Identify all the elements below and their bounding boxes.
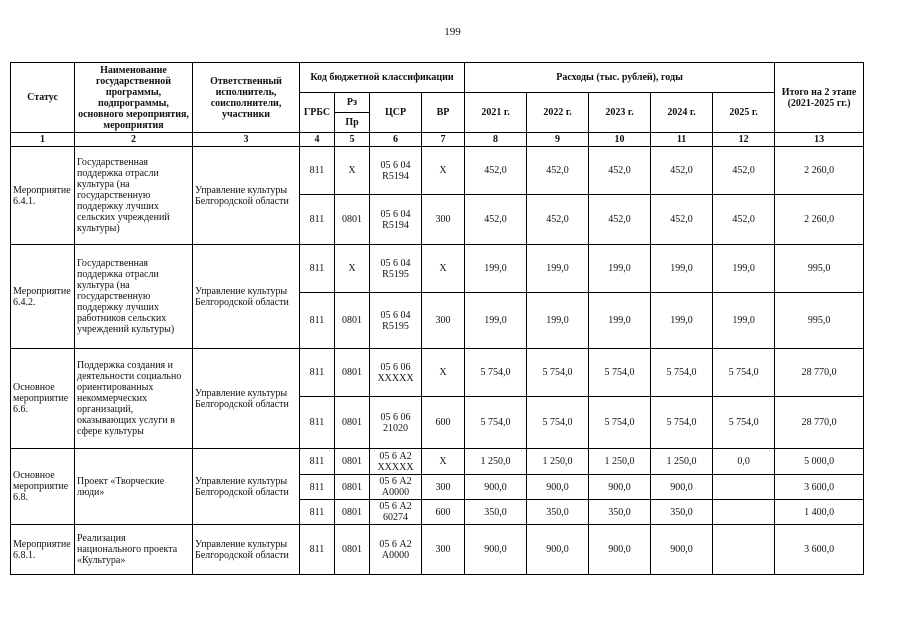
cell-vr: 300 xyxy=(422,525,465,575)
cell-2025: 199,0 xyxy=(713,293,775,349)
column-number: 2 xyxy=(75,133,193,147)
column-number: 7 xyxy=(422,133,465,147)
cell-2023: 452,0 xyxy=(589,147,651,195)
column-number: 13 xyxy=(775,133,864,147)
cell-total: 2 260,0 xyxy=(775,195,864,245)
header-year-2024: 2024 г. xyxy=(651,93,713,133)
cell-vr: Х xyxy=(422,449,465,475)
header-expenses: Расходы (тыс. рублей), годы xyxy=(465,63,775,93)
cell-2022: 5 754,0 xyxy=(527,397,589,449)
header-executor: Ответственный исполнитель, соисполнители, участники xyxy=(193,63,300,133)
cell-2021: 900,0 xyxy=(465,525,527,575)
row-executor: Управление культуры Белгородской области xyxy=(193,349,300,449)
cell-total: 28 770,0 xyxy=(775,349,864,397)
cell-2021: 452,0 xyxy=(465,195,527,245)
column-number: 9 xyxy=(527,133,589,147)
cell-total: 1 400,0 xyxy=(775,500,864,525)
cell-csr: 05 6 04 R5195 xyxy=(370,293,422,349)
cell-2021: 199,0 xyxy=(465,293,527,349)
row-status: Мероприятие 6.4.2. xyxy=(11,245,75,349)
header-rz: Рз xyxy=(335,93,370,113)
cell-grbs: 811 xyxy=(300,245,335,293)
cell-2025: 5 754,0 xyxy=(713,349,775,397)
cell-2022: 452,0 xyxy=(527,147,589,195)
cell-vr: Х xyxy=(422,245,465,293)
cell-vr: 300 xyxy=(422,195,465,245)
table-row xyxy=(11,525,864,575)
header-pr: Пр xyxy=(335,113,370,133)
cell-2022: 1 250,0 xyxy=(527,449,589,475)
cell-rzpr: Х xyxy=(335,245,370,293)
cell-total: 3 600,0 xyxy=(775,475,864,500)
row-status: Основное мероприятие 6.8. xyxy=(11,449,75,525)
cell-csr: 05 6 А2 А0000 xyxy=(370,525,422,575)
cell-2024: 452,0 xyxy=(651,147,713,195)
cell-csr: 05 6 А2 ХХХХХ xyxy=(370,449,422,475)
table-row xyxy=(11,245,864,293)
cell-csr: 05 6 А2 60274 xyxy=(370,500,422,525)
cell-grbs: 811 xyxy=(300,525,335,575)
cell-rzpr: 0801 xyxy=(335,525,370,575)
header-year-2021: 2021 г. xyxy=(465,93,527,133)
cell-rzpr: 0801 xyxy=(335,449,370,475)
column-number: 5 xyxy=(335,133,370,147)
row-status: Мероприятие 6.4.1. xyxy=(11,147,75,245)
cell-2022: 900,0 xyxy=(527,525,589,575)
cell-2024: 5 754,0 xyxy=(651,349,713,397)
column-number: 3 xyxy=(193,133,300,147)
cell-2023: 900,0 xyxy=(589,525,651,575)
column-number: 8 xyxy=(465,133,527,147)
cell-2024: 199,0 xyxy=(651,245,713,293)
table-row xyxy=(11,349,864,397)
cell-2024: 1 250,0 xyxy=(651,449,713,475)
cell-total: 3 600,0 xyxy=(775,525,864,575)
cell-2021: 5 754,0 xyxy=(465,397,527,449)
column-number: 10 xyxy=(589,133,651,147)
cell-2025: 452,0 xyxy=(713,147,775,195)
row-name: Реализация национального проекта «Культура» xyxy=(75,525,193,575)
cell-csr: 05 6 04 R5194 xyxy=(370,147,422,195)
cell-vr: 600 xyxy=(422,397,465,449)
cell-2024: 350,0 xyxy=(651,500,713,525)
cell-2021: 350,0 xyxy=(465,500,527,525)
row-name: Проект «Творческие люди» xyxy=(75,449,193,525)
cell-2023: 1 250,0 xyxy=(589,449,651,475)
cell-2024: 900,0 xyxy=(651,475,713,500)
cell-2023: 350,0 xyxy=(589,500,651,525)
cell-2021: 900,0 xyxy=(465,475,527,500)
column-number: 12 xyxy=(713,133,775,147)
table-row xyxy=(11,147,864,195)
cell-2025: 452,0 xyxy=(713,195,775,245)
header-csr: ЦСР xyxy=(370,93,422,133)
column-number: 1 xyxy=(11,133,75,147)
header-status: Статус xyxy=(11,63,75,133)
column-number: 11 xyxy=(651,133,713,147)
cell-rzpr: 0801 xyxy=(335,397,370,449)
cell-2024: 5 754,0 xyxy=(651,397,713,449)
column-number: 4 xyxy=(300,133,335,147)
cell-2023: 5 754,0 xyxy=(589,349,651,397)
cell-2022: 5 754,0 xyxy=(527,349,589,397)
cell-2023: 199,0 xyxy=(589,245,651,293)
cell-rzpr: 0801 xyxy=(335,293,370,349)
cell-vr: 600 xyxy=(422,500,465,525)
row-executor: Управление культуры Белгородской области xyxy=(193,147,300,245)
table-row xyxy=(11,449,864,475)
cell-2024: 900,0 xyxy=(651,525,713,575)
cell-2021: 1 250,0 xyxy=(465,449,527,475)
cell-2025: 5 754,0 xyxy=(713,397,775,449)
cell-grbs: 811 xyxy=(300,500,335,525)
cell-2025 xyxy=(713,500,775,525)
cell-csr: 05 6 04 R5195 xyxy=(370,245,422,293)
cell-grbs: 811 xyxy=(300,349,335,397)
cell-2022: 900,0 xyxy=(527,475,589,500)
row-executor: Управление культуры Белгородской области xyxy=(193,449,300,525)
header-name: Наименование государственной программы, подпрограммы, основного мероприятия, мероприятия xyxy=(75,63,193,133)
cell-2023: 5 754,0 xyxy=(589,397,651,449)
cell-csr: 05 6 06 ХХХХХ xyxy=(370,349,422,397)
cell-2021: 452,0 xyxy=(465,147,527,195)
cell-2023: 900,0 xyxy=(589,475,651,500)
row-executor: Управление культуры Белгородской области xyxy=(193,245,300,349)
cell-vr: 300 xyxy=(422,475,465,500)
row-name: Поддержка создания и деятельности социально ориентированных некоммерческих организаций, оказывающих услуги в сфере культуры xyxy=(75,349,193,449)
cell-2023: 199,0 xyxy=(589,293,651,349)
cell-grbs: 811 xyxy=(300,475,335,500)
header-year-2022: 2022 г. xyxy=(527,93,589,133)
cell-2023: 452,0 xyxy=(589,195,651,245)
header-vr: ВР xyxy=(422,93,465,133)
header-year-2023: 2023 г. xyxy=(589,93,651,133)
budget-table xyxy=(10,62,864,575)
cell-2024: 199,0 xyxy=(651,293,713,349)
cell-csr: 05 6 04 R5194 xyxy=(370,195,422,245)
cell-2022: 199,0 xyxy=(527,245,589,293)
header-total: Итого на 2 этапе (2021-2025 гг.) xyxy=(775,63,864,133)
header-year-2025: 2025 г. xyxy=(713,93,775,133)
cell-total: 28 770,0 xyxy=(775,397,864,449)
cell-2025: 0,0 xyxy=(713,449,775,475)
cell-grbs: 811 xyxy=(300,147,335,195)
cell-vr: Х xyxy=(422,147,465,195)
cell-2021: 199,0 xyxy=(465,245,527,293)
cell-total: 5 000,0 xyxy=(775,449,864,475)
page-number: 199 xyxy=(444,26,461,38)
cell-2022: 452,0 xyxy=(527,195,589,245)
cell-grbs: 811 xyxy=(300,293,335,349)
cell-vr: Х xyxy=(422,349,465,397)
cell-grbs: 811 xyxy=(300,449,335,475)
cell-grbs: 811 xyxy=(300,195,335,245)
cell-csr: 05 6 А2 А0000 xyxy=(370,475,422,500)
cell-rzpr: 0801 xyxy=(335,500,370,525)
cell-total: 2 260,0 xyxy=(775,147,864,195)
cell-csr: 05 6 06 21020 xyxy=(370,397,422,449)
header-budget-code: Код бюджетной классификации xyxy=(300,63,465,93)
row-executor: Управление культуры Белгородской области xyxy=(193,525,300,575)
cell-total: 995,0 xyxy=(775,293,864,349)
row-name: Государственная поддержка отрасли культура (на государственную поддержку лучших работников сельских учреждений культуры) xyxy=(75,245,193,349)
cell-2025: 199,0 xyxy=(713,245,775,293)
row-status: Основное мероприятие 6.6. xyxy=(11,349,75,449)
cell-rzpr: 0801 xyxy=(335,349,370,397)
cell-rzpr: Х xyxy=(335,147,370,195)
cell-2022: 199,0 xyxy=(527,293,589,349)
cell-2021: 5 754,0 xyxy=(465,349,527,397)
cell-2025 xyxy=(713,475,775,500)
cell-2022: 350,0 xyxy=(527,500,589,525)
cell-rzpr: 0801 xyxy=(335,475,370,500)
cell-grbs: 811 xyxy=(300,397,335,449)
cell-total: 995,0 xyxy=(775,245,864,293)
column-number: 6 xyxy=(370,133,422,147)
row-status: Мероприятие 6.8.1. xyxy=(11,525,75,575)
row-name: Государственная поддержка отрасли культура (на государственную поддержку лучших сельских учреждений культуры) xyxy=(75,147,193,245)
cell-rzpr: 0801 xyxy=(335,195,370,245)
cell-2025 xyxy=(713,525,775,575)
cell-vr: 300 xyxy=(422,293,465,349)
cell-2024: 452,0 xyxy=(651,195,713,245)
header-grbs: ГРБС xyxy=(300,93,335,133)
